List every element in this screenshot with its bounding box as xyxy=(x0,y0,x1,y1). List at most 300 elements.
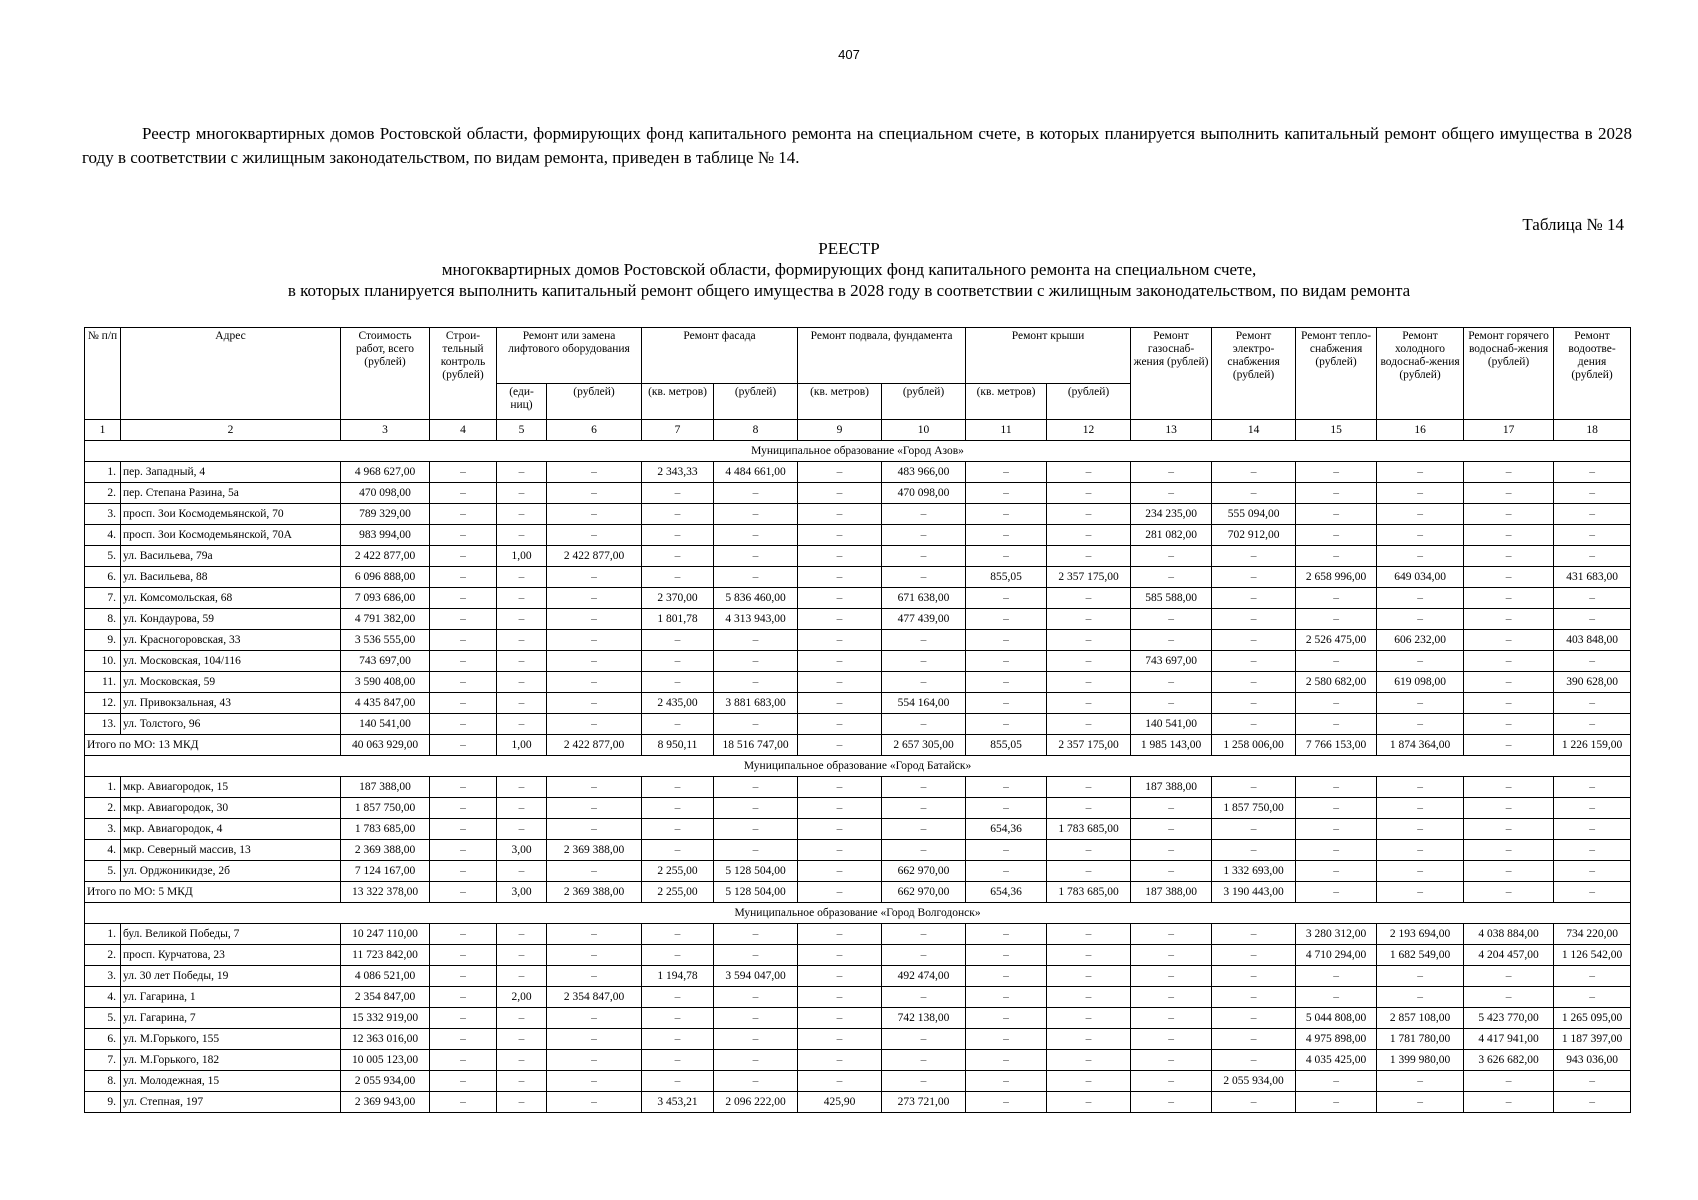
row-number-cell: 7. xyxy=(85,1050,121,1071)
column-number: 6 xyxy=(547,420,642,441)
table-cell: – xyxy=(1047,504,1131,525)
table-cell: – xyxy=(430,567,497,588)
header-roof: Ремонт крыши xyxy=(966,328,1131,384)
table-cell: 606 232,00 xyxy=(1377,630,1464,651)
table-cell: – xyxy=(1554,819,1631,840)
table-cell: 4 313 943,00 xyxy=(714,609,798,630)
table-row xyxy=(85,525,1631,546)
row-number-cell: 2. xyxy=(85,945,121,966)
table-cell: – xyxy=(798,525,882,546)
table-cell: – xyxy=(1554,1071,1631,1092)
section-header-row xyxy=(85,441,1631,462)
header-heat: Ремонт тепло-снабжения (рублей) xyxy=(1296,328,1377,420)
table-cell: 1 801,78 xyxy=(642,609,714,630)
table-cell: 4 035 425,00 xyxy=(1296,1050,1377,1071)
table-cell: – xyxy=(1377,1071,1464,1092)
table-cell: 2 354 847,00 xyxy=(341,987,430,1008)
table-cell: – xyxy=(430,714,497,735)
table-cell: – xyxy=(714,630,798,651)
table-cell: – xyxy=(1131,861,1212,882)
table-cell: – xyxy=(1377,840,1464,861)
table-cell: 4 204 457,00 xyxy=(1464,945,1554,966)
total-cell: – xyxy=(1464,735,1554,756)
table-cell: 1 187 397,00 xyxy=(1554,1029,1631,1050)
header-address: Адрес xyxy=(121,328,341,420)
table-cell: 1 857 750,00 xyxy=(1212,798,1296,819)
table-cell: – xyxy=(1047,609,1131,630)
row-number-cell: 2. xyxy=(85,798,121,819)
table-cell: – xyxy=(1464,1092,1554,1113)
table-cell: 492 474,00 xyxy=(882,966,966,987)
table-cell: – xyxy=(966,924,1047,945)
column-number: 12 xyxy=(1047,420,1131,441)
address-cell: ул. Гагарина, 7 xyxy=(121,1008,341,1029)
table-row xyxy=(85,945,1631,966)
total-cell: 1 258 006,00 xyxy=(1212,735,1296,756)
table-cell: – xyxy=(430,651,497,672)
column-number: 11 xyxy=(966,420,1047,441)
table-cell: 2 369 943,00 xyxy=(341,1092,430,1113)
total-cell: 3,00 xyxy=(497,882,547,903)
table-cell: – xyxy=(714,567,798,588)
row-number-cell: 12. xyxy=(85,693,121,714)
table-cell: – xyxy=(1296,651,1377,672)
table-cell: – xyxy=(882,525,966,546)
table-cell: – xyxy=(966,1092,1047,1113)
header-num: № п/п xyxy=(85,328,121,420)
table-cell: – xyxy=(1464,840,1554,861)
table-cell: – xyxy=(1377,525,1464,546)
table-cell: – xyxy=(642,567,714,588)
table-cell: – xyxy=(714,819,798,840)
table-cell: – xyxy=(1377,546,1464,567)
table-cell: 4 417 941,00 xyxy=(1464,1029,1554,1050)
table-cell: 4 791 382,00 xyxy=(341,609,430,630)
table-cell: – xyxy=(714,798,798,819)
table-cell: 3 453,21 xyxy=(642,1092,714,1113)
header-cold-water: Ремонт холодного водоснаб-жения (рублей) xyxy=(1377,328,1464,420)
table-cell: 2 343,33 xyxy=(642,462,714,483)
table-cell: 1,00 xyxy=(497,546,547,567)
table-cell: – xyxy=(882,777,966,798)
table-cell: 2 354 847,00 xyxy=(547,987,642,1008)
total-cell: 13 322 378,00 xyxy=(341,882,430,903)
table-cell: – xyxy=(1131,819,1212,840)
table-cell: – xyxy=(1047,798,1131,819)
table-cell: – xyxy=(547,1029,642,1050)
table-cell: 234 235,00 xyxy=(1131,504,1212,525)
table-row xyxy=(85,924,1631,945)
total-cell: 2 369 388,00 xyxy=(547,882,642,903)
table-cell: – xyxy=(966,987,1047,1008)
table-cell: 11 723 842,00 xyxy=(341,945,430,966)
table-row xyxy=(85,672,1631,693)
table-cell: – xyxy=(1554,861,1631,882)
table-cell: 3 536 555,00 xyxy=(341,630,430,651)
table-cell: – xyxy=(497,777,547,798)
table-cell: – xyxy=(430,819,497,840)
table-cell: 2 357 175,00 xyxy=(1047,567,1131,588)
header-facade-rub: (рублей) xyxy=(714,384,798,420)
table-cell: – xyxy=(882,672,966,693)
column-number: 5 xyxy=(497,420,547,441)
table-cell: – xyxy=(1296,987,1377,1008)
table-cell: 3 626 682,00 xyxy=(1464,1050,1554,1071)
table-cell: – xyxy=(430,987,497,1008)
header-gas: Ремонт газоснаб-жения (рублей) xyxy=(1131,328,1212,420)
row-number-cell: 5. xyxy=(85,861,121,882)
table-row xyxy=(85,1092,1631,1113)
table-cell: – xyxy=(1131,630,1212,651)
table-cell: – xyxy=(1377,966,1464,987)
table-cell: 431 683,00 xyxy=(1554,567,1631,588)
table-cell: – xyxy=(1047,462,1131,483)
table-cell: – xyxy=(497,798,547,819)
table-cell: – xyxy=(1047,840,1131,861)
table-cell: 2 096 222,00 xyxy=(714,1092,798,1113)
header-basement: Ремонт подвала, фундамента xyxy=(798,328,966,384)
table-cell: – xyxy=(642,546,714,567)
row-number-cell: 7. xyxy=(85,588,121,609)
table-cell: – xyxy=(798,630,882,651)
table-cell: – xyxy=(547,504,642,525)
table-cell: – xyxy=(1212,966,1296,987)
table-cell: – xyxy=(497,567,547,588)
column-number: 9 xyxy=(798,420,882,441)
table-cell: – xyxy=(430,588,497,609)
table-cell: – xyxy=(714,924,798,945)
table-cell: – xyxy=(1464,609,1554,630)
table-cell: – xyxy=(882,651,966,672)
address-cell: ул. Степная, 197 xyxy=(121,1092,341,1113)
table-cell: – xyxy=(1131,462,1212,483)
table-cell: – xyxy=(714,945,798,966)
table-cell: – xyxy=(547,1092,642,1113)
column-number: 1 xyxy=(85,420,121,441)
table-cell: – xyxy=(882,1029,966,1050)
table-cell: – xyxy=(1554,987,1631,1008)
table-cell: – xyxy=(430,1008,497,1029)
table-cell: – xyxy=(882,987,966,1008)
header-elevator-units: (еди-ниц) xyxy=(497,384,547,420)
row-number-cell: 11. xyxy=(85,672,121,693)
page-number: 407 xyxy=(838,47,860,62)
table-cell: – xyxy=(497,525,547,546)
table-cell: 5 423 770,00 xyxy=(1464,1008,1554,1029)
table-cell: 1 126 542,00 xyxy=(1554,945,1631,966)
row-number-cell: 9. xyxy=(85,630,121,651)
table-cell: – xyxy=(1296,840,1377,861)
table-cell: – xyxy=(966,672,1047,693)
table-cell: 943 036,00 xyxy=(1554,1050,1631,1071)
table-cell: – xyxy=(1464,567,1554,588)
table-cell: – xyxy=(497,1071,547,1092)
table-cell: 1 399 980,00 xyxy=(1377,1050,1464,1071)
table-cell: – xyxy=(547,777,642,798)
table-cell: – xyxy=(547,651,642,672)
table-cell: 4 975 898,00 xyxy=(1296,1029,1377,1050)
table-cell: – xyxy=(1212,651,1296,672)
table-cell: – xyxy=(642,483,714,504)
table-cell: – xyxy=(798,819,882,840)
table-cell: – xyxy=(430,462,497,483)
table-row xyxy=(85,777,1631,798)
table-cell: 6 096 888,00 xyxy=(341,567,430,588)
table-cell: – xyxy=(642,651,714,672)
table-cell: – xyxy=(497,609,547,630)
table-cell: 649 034,00 xyxy=(1377,567,1464,588)
address-cell: просп. Курчатова, 23 xyxy=(121,945,341,966)
row-number-cell: 4. xyxy=(85,525,121,546)
table-cell: – xyxy=(798,546,882,567)
table-cell: – xyxy=(497,483,547,504)
table-cell: – xyxy=(966,1050,1047,1071)
table-cell: – xyxy=(642,945,714,966)
total-cell: 18 516 747,00 xyxy=(714,735,798,756)
table-cell: 1 783 685,00 xyxy=(341,819,430,840)
table-cell: – xyxy=(547,588,642,609)
row-number-cell: 1. xyxy=(85,777,121,798)
row-number-cell: 13. xyxy=(85,714,121,735)
table-cell: 742 138,00 xyxy=(882,1008,966,1029)
table-cell: – xyxy=(547,819,642,840)
table-cell: – xyxy=(1377,798,1464,819)
table-cell: – xyxy=(1212,777,1296,798)
table-cell: – xyxy=(1131,1050,1212,1071)
table-cell: 470 098,00 xyxy=(882,483,966,504)
table-cell: – xyxy=(497,672,547,693)
table-cell: – xyxy=(1377,819,1464,840)
table-cell: – xyxy=(497,504,547,525)
table-cell: – xyxy=(497,945,547,966)
table-cell: – xyxy=(497,1050,547,1071)
table-cell: 273 721,00 xyxy=(882,1092,966,1113)
table-cell: 743 697,00 xyxy=(341,651,430,672)
table-cell: – xyxy=(1047,1008,1131,1029)
header-electric: Ремонт электро-снабжения (рублей) xyxy=(1212,328,1296,420)
table-cell: – xyxy=(1554,651,1631,672)
table-cell: 2,00 xyxy=(497,987,547,1008)
table-cell: – xyxy=(1554,714,1631,735)
address-cell: мкр. Северный массив, 13 xyxy=(121,840,341,861)
address-cell: мкр. Авиагородок, 15 xyxy=(121,777,341,798)
table-cell: – xyxy=(1212,693,1296,714)
table-cell: 2 857 108,00 xyxy=(1377,1008,1464,1029)
table-cell: – xyxy=(497,1092,547,1113)
table-cell: – xyxy=(1464,861,1554,882)
table-cell: – xyxy=(430,672,497,693)
table-cell: – xyxy=(1212,483,1296,504)
title-line-3: в которых планируется выполнить капитальный ремонт общего имущества в 2028 году в соответствии с жилищным законодательством, по видам ремонта xyxy=(287,281,1411,300)
total-cell: 2 357 175,00 xyxy=(1047,735,1131,756)
table-cell: – xyxy=(1554,966,1631,987)
address-cell: ул. Московская, 59 xyxy=(121,672,341,693)
total-cell: – xyxy=(430,882,497,903)
table-cell: – xyxy=(642,924,714,945)
table-cell: – xyxy=(430,1071,497,1092)
table-cell: 10 247 110,00 xyxy=(341,924,430,945)
table-cell: – xyxy=(966,1029,1047,1050)
table-cell: 187 388,00 xyxy=(1131,777,1212,798)
table-cell: – xyxy=(714,1029,798,1050)
address-cell: мкр. Авиагородок, 30 xyxy=(121,798,341,819)
table-cell: – xyxy=(966,945,1047,966)
table-cell: 3 881 683,00 xyxy=(714,693,798,714)
address-cell: ул. Гагарина, 1 xyxy=(121,987,341,1008)
table-cell: – xyxy=(1464,966,1554,987)
table-cell: 1 783 685,00 xyxy=(1047,819,1131,840)
table-cell: – xyxy=(1212,1092,1296,1113)
table-cell: – xyxy=(1212,1008,1296,1029)
table-cell: – xyxy=(1047,693,1131,714)
table-cell: – xyxy=(798,987,882,1008)
table-cell: – xyxy=(497,819,547,840)
table-cell: 789 329,00 xyxy=(341,504,430,525)
table-cell: – xyxy=(1554,504,1631,525)
table-cell: – xyxy=(966,546,1047,567)
table-cell: – xyxy=(1554,546,1631,567)
table-cell: – xyxy=(798,651,882,672)
table-cell: – xyxy=(1464,525,1554,546)
table-cell: – xyxy=(642,1071,714,1092)
table-cell: – xyxy=(882,840,966,861)
table-cell: – xyxy=(798,1071,882,1092)
row-number-cell: 6. xyxy=(85,1029,121,1050)
row-number-cell: 6. xyxy=(85,567,121,588)
table-cell: 15 332 919,00 xyxy=(341,1008,430,1029)
address-cell: ул. М.Горького, 182 xyxy=(121,1050,341,1071)
table-cell: 140 541,00 xyxy=(1131,714,1212,735)
address-cell: мкр. Авиагородок, 4 xyxy=(121,819,341,840)
section-title: Муниципальное образование «Город Батайск» xyxy=(85,756,1631,777)
table-cell: – xyxy=(1464,651,1554,672)
table-cell: – xyxy=(547,1071,642,1092)
address-cell: ул. Московская, 104/116 xyxy=(121,651,341,672)
table-cell: – xyxy=(882,504,966,525)
table-cell: – xyxy=(1212,987,1296,1008)
table-cell: 2 422 877,00 xyxy=(547,546,642,567)
row-number-cell: 8. xyxy=(85,609,121,630)
table-cell: 12 363 016,00 xyxy=(341,1029,430,1050)
table-row xyxy=(85,987,1631,1008)
table-cell: – xyxy=(430,861,497,882)
table-cell: – xyxy=(966,525,1047,546)
table-cell: – xyxy=(1047,1029,1131,1050)
table-cell: 662 970,00 xyxy=(882,861,966,882)
table-cell: – xyxy=(966,777,1047,798)
table-cell: – xyxy=(1464,987,1554,1008)
table-cell: – xyxy=(642,672,714,693)
table-cell: – xyxy=(497,714,547,735)
table-cell: – xyxy=(1377,504,1464,525)
table-cell: – xyxy=(497,1029,547,1050)
table-cell: – xyxy=(1212,945,1296,966)
address-cell: ул. 30 лет Победы, 19 xyxy=(121,966,341,987)
table-cell: – xyxy=(1047,714,1131,735)
table-cell: – xyxy=(1296,483,1377,504)
table-cell: 1 857 750,00 xyxy=(341,798,430,819)
table-cell: 5 044 808,00 xyxy=(1296,1008,1377,1029)
table-cell: – xyxy=(430,1092,497,1113)
table-cell: – xyxy=(1296,966,1377,987)
table-cell: 619 098,00 xyxy=(1377,672,1464,693)
row-number-cell: 10. xyxy=(85,651,121,672)
table-cell: – xyxy=(882,924,966,945)
total-cell: – xyxy=(798,735,882,756)
table-cell: 702 912,00 xyxy=(1212,525,1296,546)
table-cell: – xyxy=(798,966,882,987)
table-cell: – xyxy=(966,714,1047,735)
table-cell: – xyxy=(1131,966,1212,987)
table-cell: – xyxy=(1296,861,1377,882)
table-row xyxy=(85,1050,1631,1071)
table-cell: – xyxy=(1212,819,1296,840)
header-hot-water: Ремонт горячего водоснаб-жения (рублей) xyxy=(1464,328,1554,420)
table-cell: – xyxy=(1377,609,1464,630)
table-cell: – xyxy=(1554,588,1631,609)
table-cell: – xyxy=(547,693,642,714)
table-cell: – xyxy=(966,1008,1047,1029)
total-label-cell: Итого по МО: 13 МКД xyxy=(85,735,341,756)
table-cell: 2 422 877,00 xyxy=(341,546,430,567)
table-cell: – xyxy=(547,462,642,483)
table-cell: – xyxy=(714,777,798,798)
table-cell: 140 541,00 xyxy=(341,714,430,735)
table-cell: – xyxy=(798,672,882,693)
table-cell: 425,90 xyxy=(798,1092,882,1113)
table-cell: – xyxy=(547,525,642,546)
table-cell: – xyxy=(1377,987,1464,1008)
header-facade-sqm: (кв. метров) xyxy=(642,384,714,420)
table-row xyxy=(85,567,1631,588)
table-cell: – xyxy=(798,462,882,483)
column-number: 4 xyxy=(430,420,497,441)
table-cell: – xyxy=(1464,462,1554,483)
table-cell: – xyxy=(547,567,642,588)
table-cell: – xyxy=(966,798,1047,819)
column-number: 17 xyxy=(1464,420,1554,441)
table-row xyxy=(85,966,1631,987)
total-cell: 654,36 xyxy=(966,882,1047,903)
table-cell: – xyxy=(1377,483,1464,504)
table-cell: – xyxy=(714,987,798,1008)
header-elevator-rub: (рублей) xyxy=(547,384,642,420)
table-cell: 554 164,00 xyxy=(882,693,966,714)
table-cell: – xyxy=(714,840,798,861)
table-cell: – xyxy=(1047,987,1131,1008)
table-cell: – xyxy=(1131,567,1212,588)
table-cell: – xyxy=(966,504,1047,525)
column-numbers-row xyxy=(85,420,1631,441)
table-cell: – xyxy=(1296,693,1377,714)
table-cell: – xyxy=(1047,861,1131,882)
header-roof-rub: (рублей) xyxy=(1047,384,1131,420)
table-cell: – xyxy=(547,714,642,735)
address-cell: бул. Великой Победы, 7 xyxy=(121,924,341,945)
table-cell: 470 098,00 xyxy=(341,483,430,504)
table-cell: – xyxy=(1377,1092,1464,1113)
table-cell: 3 594 047,00 xyxy=(714,966,798,987)
total-cell: 1 226 159,00 xyxy=(1554,735,1631,756)
table-cell: – xyxy=(1464,504,1554,525)
table-cell: – xyxy=(547,1050,642,1071)
table-cell: – xyxy=(497,924,547,945)
address-cell: ул. Комсомольская, 68 xyxy=(121,588,341,609)
total-row xyxy=(85,735,1631,756)
table-cell: – xyxy=(966,966,1047,987)
table-cell: – xyxy=(1131,693,1212,714)
column-number: 3 xyxy=(341,420,430,441)
